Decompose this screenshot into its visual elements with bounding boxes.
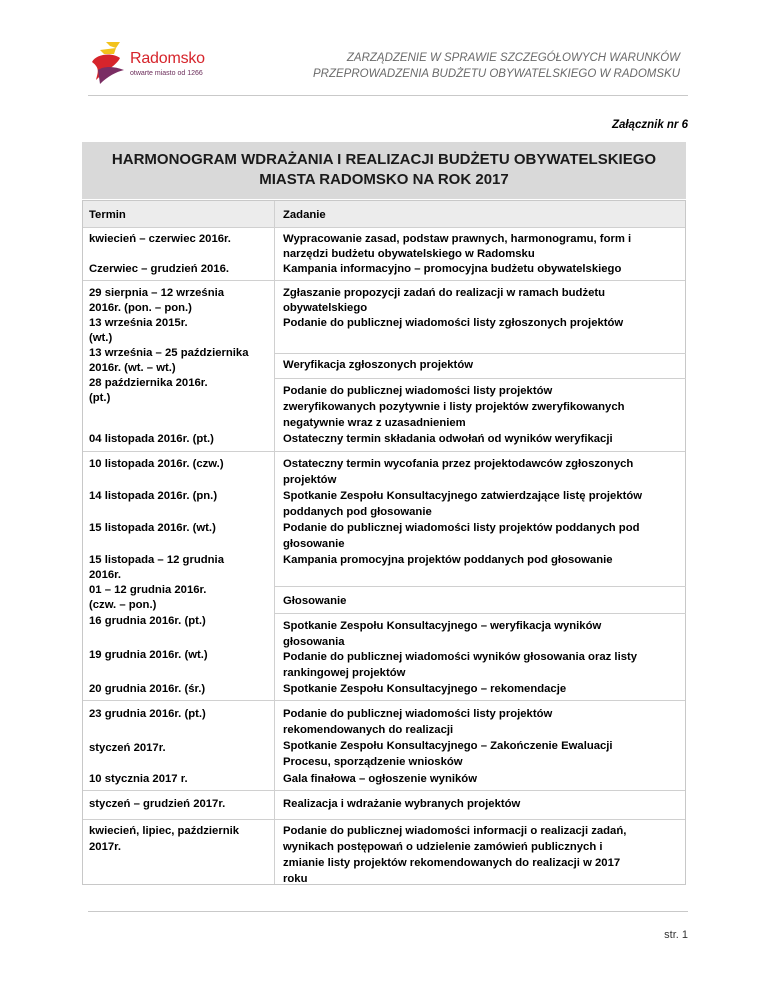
zadanie-cell: roku [283,873,308,885]
zadanie-cell: Kampania informacyjno – promocyjna budżetu obywatelskiego [283,263,622,275]
zadanie-cell: Spotkanie Zespołu Konsultacyjnego – rekomendacje [283,683,567,695]
termin-cell: 01 – 12 grudnia 2016r. [89,584,207,596]
zadanie-cell: głosowanie [283,538,345,550]
termin-cell: (wt.) [89,332,113,344]
row-divider [83,819,685,820]
logo-name: Radomsko [130,50,205,67]
zadanie-cell: Spotkanie Zespołu Konsultacyjnego – Zakończenie Ewaluacji [283,740,613,752]
title-banner [82,142,686,199]
zadanie-cell: Podanie do publicznej wiadomości informacji o realizacji zadań, [283,825,627,837]
termin-cell: styczeń – grudzień 2017r. [89,798,226,810]
zadanie-cell: Weryfikacja zgłoszonych projektów [283,359,474,371]
row-divider [83,700,685,701]
termin-cell: 2016r. (wt. – wt.) [89,362,176,374]
termin-cell: 29 sierpnia – 12 września [89,287,225,299]
row-divider [83,451,685,452]
zadanie-cell: wynikach postępowań o udzielenie zamówień publicznych i [283,841,603,853]
column-header-zadanie: Zadanie [283,209,326,221]
zadanie-cell: zweryfikowanych pozytywnie i listy projektów zweryfikowanych [283,401,625,413]
zadanie-cell: Ostateczny termin składania odwołań od wyników weryfikacji [283,433,613,445]
termin-cell: 10 stycznia 2017 r. [89,773,188,785]
row-divider [83,790,685,791]
zadanie-cell: Kampania promocyjna projektów poddanych pod głosowanie [283,554,613,566]
zadanie-cell: Podanie do publicznej wiadomości wyników głosowania oraz listy [283,651,638,663]
zadanie-cell: Gala finałowa – ogłoszenie wyników [283,773,477,785]
radomsko-logo [86,40,226,88]
zadanie-cell: Spotkanie Zespołu Konsultacyjnego – weryfikacja wyników [283,620,602,632]
row-divider [83,280,685,281]
termin-cell: 28 października 2016r. [89,377,208,389]
termin-cell: 13 września – 25 października [89,347,249,359]
termin-cell: 2016r. (pon. – pon.) [89,302,192,314]
page-number: str. 1 [664,929,688,941]
zadanie-cell: rekomendowanych do realizacji [283,724,454,736]
zadanie-cell: Zgłaszanie propozycji zadań do realizacji w ramach budżetu [283,287,606,299]
zadanie-cell: Głosowanie [283,595,347,607]
zadanie-cell: obywatelskiego [283,302,368,314]
termin-cell: 19 grudnia 2016r. (wt.) [89,649,208,661]
zadanie-cell: Podanie do publicznej wiadomości listy projektów poddanych pod [283,522,640,534]
zadanie-cell: Realizacja i wdrażanie wybranych projektów [283,798,521,810]
termin-cell: styczeń 2017r. [89,742,166,754]
zadanie-cell: Wypracowanie zasad, podstaw prawnych, harmonogramu, form i [283,233,632,245]
row-divider [83,227,685,228]
termin-cell: kwiecień, lipiec, październik [89,825,240,837]
zadanie-cell: Podanie do publicznej wiadomości listy zgłoszonych projektów [283,317,624,329]
cell-divider [274,613,686,614]
zadanie-cell: głosowania [283,636,345,648]
title-line-1: HARMONOGRAM WDRAŻANIA I REALIZACJI BUDŻETU OBYWATELSKIEGO [111,151,657,168]
cell-divider [274,353,686,354]
logo-tagline: otwarte miasto od 1266 [130,70,203,77]
termin-cell: 10 listopada 2016r. (czw.) [89,458,224,470]
termin-cell: 2017r. [89,841,122,853]
termin-cell: 23 grudnia 2016r. (pt.) [89,708,206,720]
cell-divider [274,378,686,379]
zadanie-cell: projektów [283,474,337,486]
termin-cell: (pt.) [89,392,111,404]
zadanie-cell: poddanych pod głosowanie [283,506,432,518]
zadanie-cell: Podanie do publicznej wiadomości listy projektów [283,385,553,397]
termin-cell: Czerwiec – grudzień 2016. [89,263,230,275]
termin-cell: 04 listopada 2016r. (pt.) [89,433,214,445]
zadanie-cell: Ostateczny termin wycofania przez projektodawców zgłoszonych [283,458,634,470]
footer-divider [88,911,688,912]
termin-cell: 13 września 2015r. [89,317,188,329]
header-line-1: ZARZĄDZENIE W SPRAWIE SZCZEGÓŁOWYCH WARUNKÓW [346,52,680,64]
zadanie-cell: Podanie do publicznej wiadomości listy projektów [283,708,553,720]
termin-cell: 20 grudnia 2016r. (śr.) [89,683,206,695]
zadanie-cell: negatywnie wraz z uzasadnieniem [283,417,466,429]
annex-label: Załącznik nr 6 [611,119,688,131]
termin-cell: (czw. – pon.) [89,599,157,611]
termin-cell: 16 grudnia 2016r. (pt.) [89,615,206,627]
cell-divider [274,586,686,587]
zadanie-cell: rankingowej projektów [283,667,406,679]
schedule-table [82,200,686,885]
document-running-header [260,50,680,82]
header-line-2: PRZEPROWADZENIA BUDŻETU OBYWATELSKIEGO W RADOMSKU [313,68,680,80]
column-divider [274,201,275,884]
zadanie-cell: narzędzi budżetu obywatelskiego w Radomsku [283,248,535,260]
table-header-row [83,201,685,227]
termin-cell: kwiecień – czerwiec 2016r. [89,233,231,245]
radomsko-emblem-icon [86,40,130,88]
termin-cell: 14 listopada 2016r. (pn.) [89,490,218,502]
zadanie-cell: zmianie listy projektów rekomendowanych do realizacji w 2017 [283,857,621,869]
title-line-2: MIASTA RADOMSKO NA ROK 2017 [259,171,509,188]
termin-cell: 15 listopada – 12 grudnia [89,554,224,566]
termin-cell: 15 listopada 2016r. (wt.) [89,522,216,534]
header-divider [88,95,688,96]
termin-cell: 2016r. [89,569,122,581]
zadanie-cell: Procesu, sporządzenie wniosków [283,756,463,768]
zadanie-cell: Spotkanie Zespołu Konsultacyjnego zatwierdzające listę projektów [283,490,643,502]
column-header-termin: Termin [89,209,126,221]
